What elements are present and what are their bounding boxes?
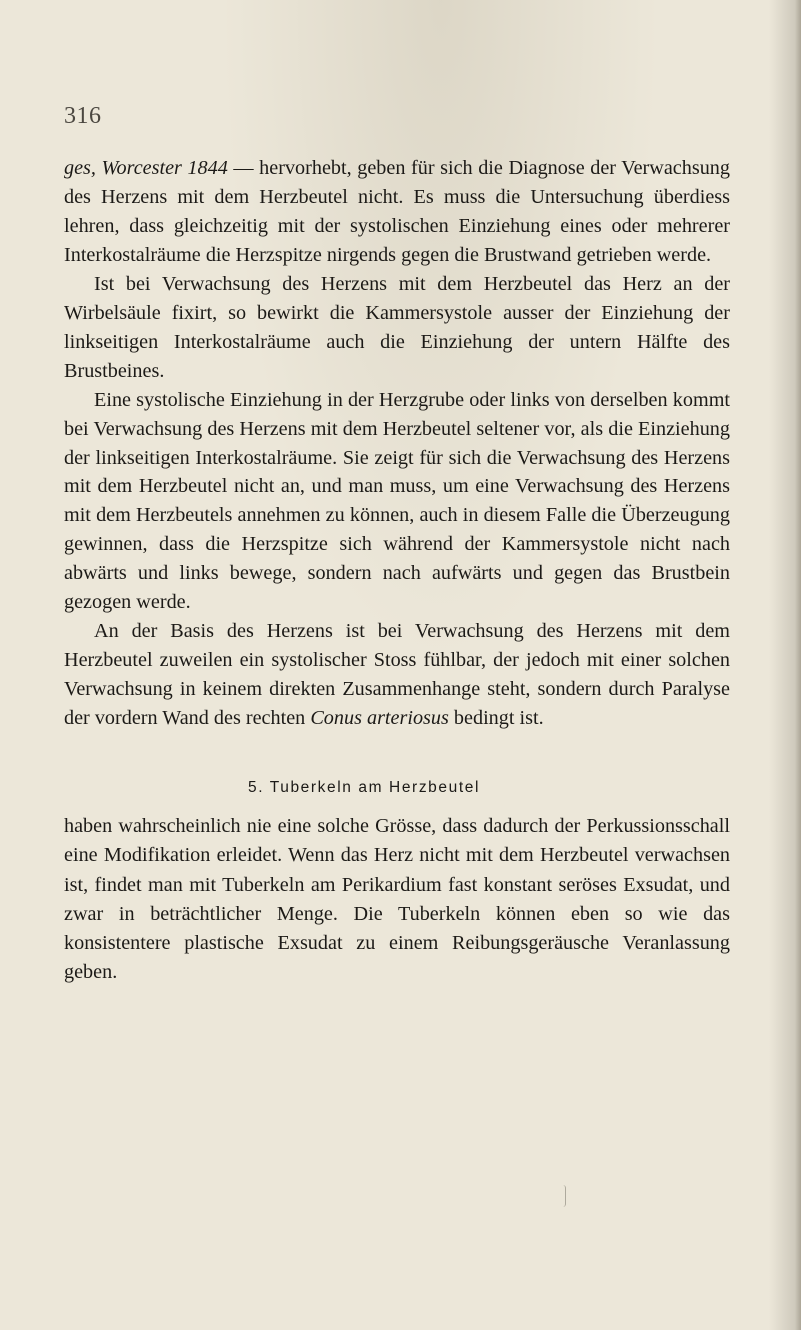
section-heading: 5. Tuberkeln am Herzbeutel [248,779,481,796]
paragraph-basis [64,617,730,733]
term-italic: Conus arteriosus [310,707,449,730]
page-number: 316 [64,103,102,129]
paragraph-tuberkeln: haben wahrscheinlich nie eine solche Grösse, dass dadurch der Perkussionsschall eine Modifikation erleidet. Wenn das Herz nicht mit dem Herzbeutel verwachsen ist, findet man mit Tuberkeln am Perikardium fast konstant seröses Exsudat, und zwar in beträchtlicher Menge. Die Tuberkeln können eben so wie das konsistentere plastische Exsudat zu einem Reibungsgeräusche Veranlassung geben. [64,815,730,984]
body-text-upper [64,154,730,733]
paper-mark [563,1185,566,1207]
paragraph-text: An der Basis des Herzens ist bei Verwachsung des Herzens mit dem Herzbeutel zuweilen ein systolischer Stoss fühlbar, der jedoch mit einer solchen Verwachsung in keinem direkten Zusammenhange steht, sondern durch Paralyse der vordern Wand des rechten [64,620,730,730]
paragraph-herzgrube: Eine systolische Einziehung in der Herzgrube oder links von derselben kommt bei Verwachsung des Herzens mit dem Herzbeutel seltener vor, als die Einziehung der linkseitigen Interkostalräume. Sie zeigt für sich die Verwachsung des Herzens mit dem Herzbeutel nicht an, und man muss, um eine Verwachsung des Herzens mit dem Herzbeutels annehmen zu können, auch in diesem Falle die Überzeugung gewinnen, dass die Herzspitze sich während der Kammersystole nicht nach abwärts und links bewege, sondern nach aufwärts und gegen das Brustbein gezogen werde. [64,388,730,614]
paragraph-continuation [64,154,730,270]
body-text-lower [64,812,730,988]
paragraph-wirbelsaeule: Ist bei Verwachsung des Herzens mit dem Herzbeutel das Herz an der Wirbelsäule fixirt, so bewirkt die Kammersystole ausser der Einziehung der linkseitigen Interkostalräume auch die Einziehung der untern Hälfte des Brustbeines. [64,272,730,382]
paragraph-text: — hervorhebt, geben für sich die Diagnose der Verwachsung des Herzens mit dem Herzbeutel nicht. Es muss die Untersuchung überdiess lehren, dass gleichzeitig mit der systolischen Einziehung eines oder mehrerer Interkostalräume die Herzspitze nirgends gegen die Brustwand getrieben werde. [64,157,730,266]
page-edge-shadow [795,0,801,1330]
citation-italic: ges, Worcester 1844 [64,157,228,179]
paragraph-text: bedingt ist. [448,707,544,730]
